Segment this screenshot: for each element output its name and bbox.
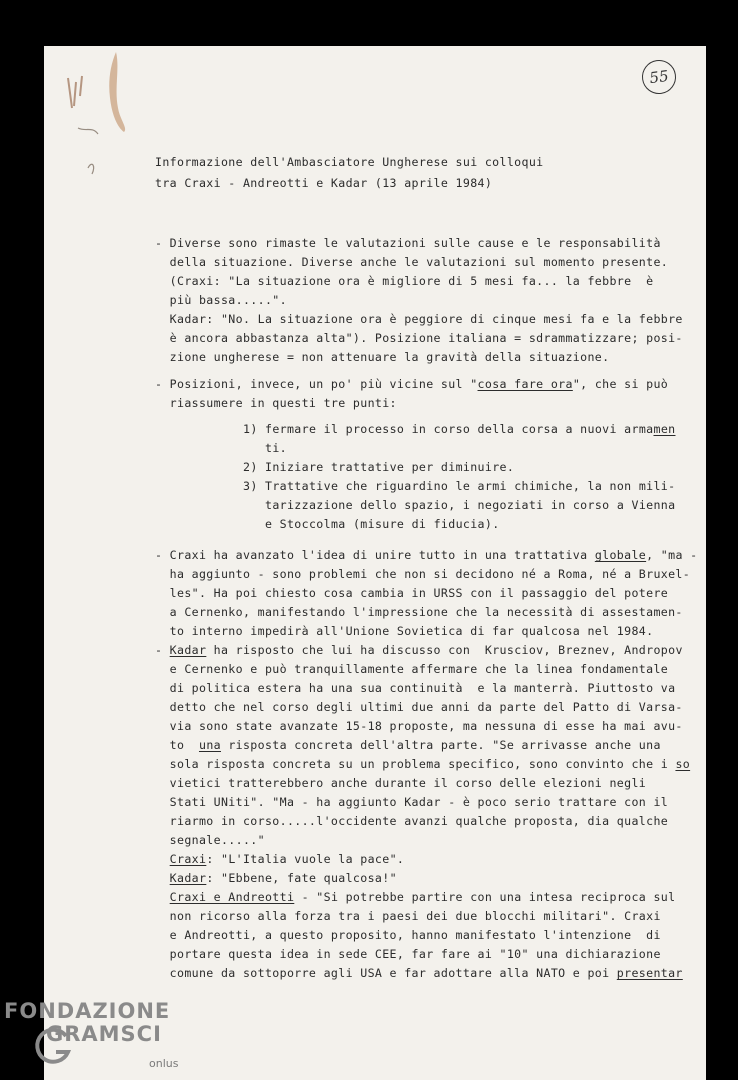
body-line: sola risposta concreta su un problema specifico, sono convinto che i so	[155, 757, 691, 771]
underlined-word: so	[675, 757, 691, 771]
body-line: Craxi: "L'Italia vuole la pace".	[169, 852, 405, 866]
underlined-word: Craxi	[169, 852, 207, 866]
body-line: zione ungherese = non attenuare la gravità della situazione.	[155, 350, 610, 364]
document-title	[155, 152, 544, 194]
body-line: Craxi e Andreotti - "Si potrebbe partire con una intesa reciproca sul	[169, 890, 676, 904]
watermark-tag: onlus	[149, 1057, 179, 1070]
title-line: Informazione dell'Ambasciatore Ungherese sui colloqui	[155, 155, 544, 169]
body-line: vietici tratterebbero anche durante il corso delle elezioni negli	[155, 776, 647, 790]
body-line: - Diverse sono rimaste le valutazioni sulle cause e le responsabilità	[155, 236, 661, 250]
watermark-line-2: GRAMSCI	[46, 1022, 162, 1046]
watermark-line-1: FONDAZIONE	[4, 999, 171, 1023]
body-line: detto che nel corso degli ultimi due anni da parte del Patto di Varsa-	[155, 700, 683, 714]
body-line: a Cernenko, manifestando l'impressione che la necessità di assestamen-	[155, 605, 683, 619]
page-number-stamp: 55	[640, 58, 678, 96]
fondazione-gramsci-watermark	[4, 999, 179, 1070]
list-item: e Stoccolma (misure di fiducia).	[243, 517, 500, 531]
body-line: to interno impedirà all'Unione Sovietica di far qualcosa nel 1984.	[155, 624, 654, 638]
body-line: via sono state avanzate 15-18 proposte, ma nessuna di esse ha mai avu-	[155, 719, 683, 733]
underlined-word: Kadar	[169, 643, 207, 657]
body-line: Kadar: "Ebbene, fate qualcosa!"	[169, 871, 397, 885]
list-item: tarizzazione dello spazio, i negoziati in corso a Vienna	[243, 498, 676, 512]
body-line: e Cernenko e può tranquillamente affermare che la linea fondamentale	[155, 662, 669, 676]
body-line: Stati UNiti". "Ma - ha aggiunto Kadar - è poco serio trattare con il	[155, 795, 669, 809]
list-item: 1) fermare il processo in corso della corsa a nuovi armamen	[243, 422, 676, 436]
body-line: più bassa.....".	[155, 293, 287, 307]
list-item: 3) Trattative che riguardino le armi chimiche, la non mili-	[243, 479, 676, 493]
body-line: (Craxi: "La situazione ora è migliore di 5 mesi fa... la febbre è	[155, 274, 654, 288]
body-line: les". Ha poi chiesto cosa cambia in URSS con il passaggio del potere	[155, 586, 669, 600]
underlined-word: Kadar	[169, 871, 207, 885]
body-line: to una risposta concreta dell'altra parte. "Se arrivasse anche una	[155, 738, 661, 752]
body-line: segnale....."	[155, 833, 265, 847]
underlined-word: una	[198, 738, 221, 752]
body-line: riarmo in corso.....l'occidente avanzi qualche proposta, dia qualche	[155, 814, 669, 828]
body-line: - Craxi ha avanzato l'idea di unire tutto in una trattativa globale, "ma -	[155, 548, 698, 562]
body-line: portare questa idea in sede CEE, far fare ai "10" una dichiarazione	[155, 947, 661, 961]
body-line: - Posizioni, invece, un po' più vicine sul "cosa fare ora", che si può	[155, 377, 669, 391]
body-line: non ricorso alla forza tra i paesi dei due blocchi militari". Craxi	[155, 909, 661, 923]
body-line: comune da sottoporre agli USA e far adottare alla NATO e poi presentar	[155, 966, 683, 980]
underlined-word: Craxi e Andreotti	[169, 890, 295, 904]
body-line: riassumere in questi tre punti:	[155, 396, 397, 410]
list-item: ti.	[243, 441, 287, 455]
underlined-word: men	[653, 422, 676, 436]
body-line: ha aggiunto - sono problemi che non si decidono né a Roma, né a Bruxel-	[155, 567, 691, 581]
underlined-word: globale	[594, 548, 647, 562]
title-line: tra Craxi - Andreotti e Kadar (13 aprile 1984)	[155, 176, 493, 190]
body-line: e Andreotti, a questo proposito, hanno manifestato l'intenzione di	[155, 928, 661, 942]
rust-stain-mark	[58, 48, 148, 178]
body-line: Kadar: "No. La situazione ora è peggiore di cinque mesi fa e la febbre	[155, 312, 683, 326]
gramsci-logo-icon	[34, 1026, 74, 1066]
underlined-word: presentar	[616, 966, 683, 980]
list-item: 2) Iniziare trattative per diminuire.	[243, 460, 515, 474]
body-line: è ancora abbastanza alta"). Posizione italiana = sdrammatizzare; posi-	[155, 331, 683, 345]
body-line: di politica estera ha una sua continuità e la manterrà. Piuttosto va	[155, 681, 676, 695]
body-line: - Kadar ha risposto che lui ha discusso con Krusciov, Breznev, Andropov	[155, 643, 683, 657]
underlined-word: cosa fare ora	[477, 377, 573, 391]
body-line: della situazione. Diverse anche le valutazioni sul momento presente.	[155, 255, 669, 269]
